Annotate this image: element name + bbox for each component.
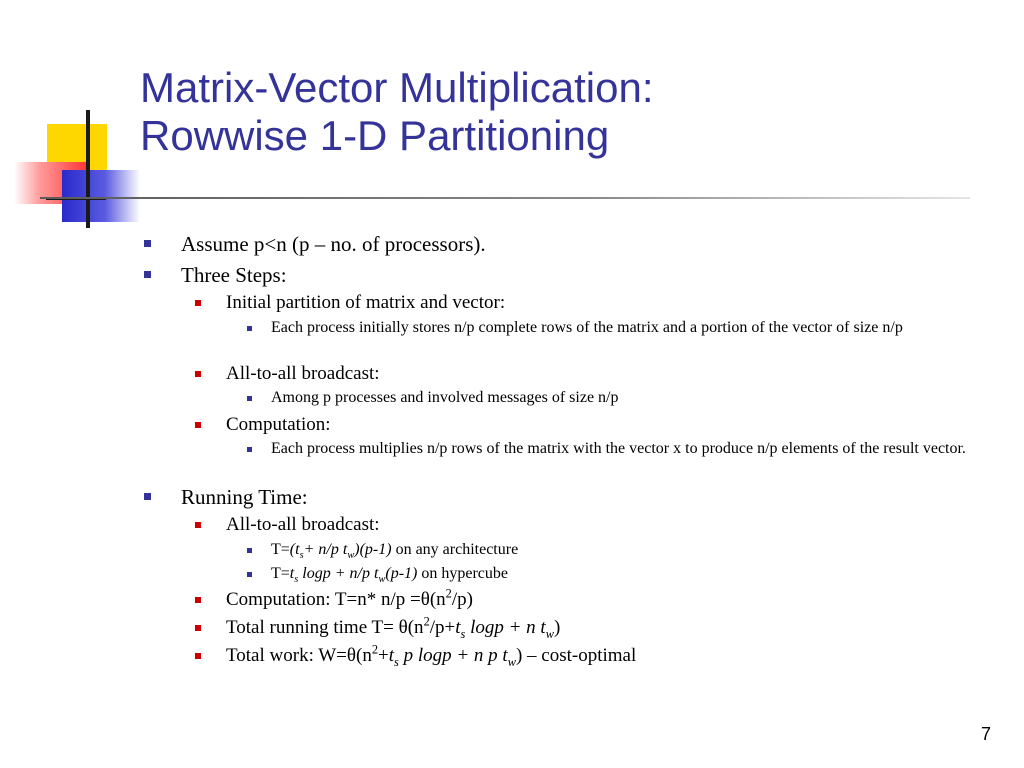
- formula-subscript: s: [460, 626, 466, 641]
- bullet-marker: [247, 396, 252, 401]
- formula-text: T=: [271, 565, 290, 582]
- bullet-marker: [195, 371, 201, 377]
- page-number: 7: [980, 724, 991, 744]
- bullet-text: Each process initially stores n/p complete rows of the matrix and a portion of the vector of size n/p: [271, 319, 903, 336]
- bullet-marker: [195, 300, 201, 306]
- formula-text: t: [455, 617, 461, 638]
- formula-subscript: w: [378, 574, 386, 586]
- formula-subscript: w: [545, 626, 554, 641]
- slide-title-line1: Matrix-Vector Multiplication:: [140, 64, 654, 111]
- formula-superscript: 2: [445, 586, 452, 601]
- bullet-marker: [144, 493, 151, 500]
- formula-hypercube: [271, 565, 508, 586]
- bullet-text: Three Steps:: [181, 263, 287, 287]
- bullet-text: Among p processes and involved messages of size n/p: [271, 389, 619, 406]
- bullet-marker: [195, 422, 201, 428]
- formula-subscript: s: [294, 574, 299, 586]
- bullet-marker: [195, 597, 201, 603]
- bullet-text: Each process multiplies n/p rows of the matrix with the vector x to produce n/p elements of the result vector.: [271, 440, 966, 457]
- bullet-text: Initial partition of matrix and vector:: [226, 292, 506, 313]
- bullet-computation-detail: [271, 440, 993, 458]
- bullet-marker: [247, 572, 252, 577]
- bullet-marker: [195, 522, 201, 528]
- bullet-marker: [144, 240, 151, 247]
- bullet-total-running-time: [226, 614, 561, 641]
- formula-text: Total running time T= θ(n: [226, 617, 424, 638]
- formula-text: n/p t: [349, 565, 379, 582]
- formula-text: t: [388, 645, 395, 666]
- bullet-marker: [247, 326, 252, 331]
- formula-text: on any architecture: [391, 541, 519, 558]
- formula-text: logp +: [298, 565, 350, 582]
- formula-text: T=: [271, 541, 290, 558]
- slide-title-line2: Rowwise 1-D Partitioning: [140, 112, 610, 159]
- formula-text: /p): [451, 589, 473, 610]
- formula-text: logp + n t: [465, 617, 546, 638]
- bullet-text: All-to-all broadcast:: [226, 514, 380, 535]
- formula-text: t: [289, 565, 295, 582]
- formula-subscript: s: [394, 654, 399, 669]
- formula-subscript: w: [347, 550, 355, 562]
- formula-superscript: 2: [371, 642, 379, 657]
- bullet-marker: [195, 625, 201, 631]
- formula-text: on hypercube: [417, 565, 508, 582]
- formula-text: ) – cost-optimal: [515, 645, 637, 666]
- bullet-marker: [144, 271, 151, 278]
- bullet-broadcast-time: [226, 514, 380, 536]
- bullet-initial-partition: [226, 292, 505, 314]
- formula-text: /p+: [429, 617, 456, 638]
- bullet-marker: [247, 548, 252, 553]
- formula-text: p logp + n p t: [398, 645, 508, 666]
- bullet-text: All-to-all broadcast:: [226, 363, 380, 384]
- bullet-three-steps: [181, 263, 287, 287]
- formula-text: ): [553, 617, 561, 638]
- bullet-marker: [247, 447, 252, 452]
- formula-any-architecture: [271, 541, 519, 562]
- bullet-assume: [181, 232, 486, 256]
- bullet-running-time: [181, 485, 308, 509]
- formula-text: Total work: W=θ(n: [226, 645, 372, 666]
- bullet-total-work: [226, 642, 637, 669]
- bullet-broadcast-detail: [271, 389, 618, 407]
- formula-text: )(p-1): [354, 541, 392, 558]
- bullet-computation: [226, 414, 331, 436]
- bullet-text: Running Time:: [181, 485, 308, 509]
- formula-text: (p-1): [385, 565, 418, 582]
- formula-subscript: w: [507, 654, 516, 669]
- bullet-text: Assume p<n (p – no. of processors).: [181, 232, 486, 256]
- formula-text: Computation: T=n* n/p =θ(n: [226, 589, 446, 610]
- bullet-computation-time: [226, 586, 473, 611]
- formula-text: + n/p t: [303, 541, 348, 558]
- bullet-broadcast: [226, 363, 380, 385]
- formula-text: (t: [289, 541, 300, 558]
- formula-text: +: [378, 645, 389, 666]
- bullet-text: Computation:: [226, 414, 331, 435]
- bullet-initial-partition-detail: [271, 319, 993, 337]
- formula-subscript: s: [299, 550, 304, 562]
- bullet-marker: [195, 653, 201, 659]
- formula-superscript: 2: [423, 614, 430, 629]
